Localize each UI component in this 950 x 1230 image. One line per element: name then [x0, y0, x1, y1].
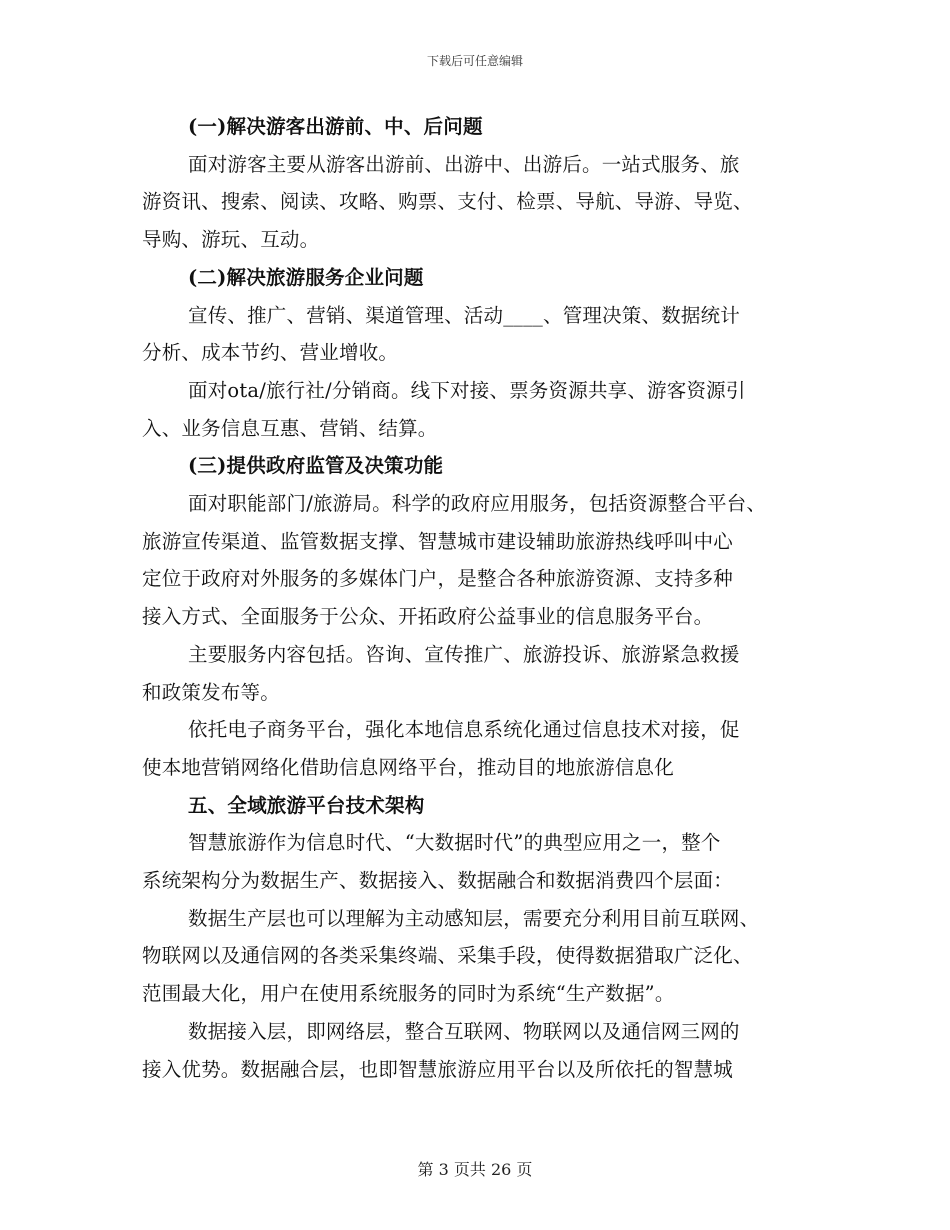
paragraph-first-line: 智慧旅游作为信息时代、“大数据时代”的典型应用之一，整个 — [188, 831, 721, 855]
paragraph-line: 范围最大化，用户在使用系统服务的同时为系统“生产数据”。 — [142, 982, 675, 1006]
paragraph-line: 游资讯、搜索、阅读、攻略、购票、支付、检票、导航、导游、导览、 — [142, 190, 753, 214]
section-heading: (二)解决旅游服务企业问题 — [188, 265, 424, 289]
paragraph-line: 接入优势。数据融合层，也即智慧旅游应用平台以及所依托的智慧城 — [142, 1057, 734, 1081]
paragraph-line: 使本地营销网络化借助信息网络平台，推动目的地旅游信息化 — [142, 755, 674, 779]
document-body — [142, 108, 810, 1088]
paragraph-line: 和政策发布等。 — [142, 680, 280, 704]
paragraph-line: 物联网以及通信网的各类采集终端、采集手段，使得数据猎取广泛化、 — [142, 944, 753, 968]
paragraph-first-line: 数据接入层，即网络层，整合互联网、物联网以及通信网三网的 — [188, 1019, 740, 1043]
section-heading: (三)提供政府监管及决策功能 — [188, 454, 444, 478]
paragraph-first-line: 主要服务内容包括。咨询、宣传推广、旅游投诉、旅游紧急救援 — [188, 642, 740, 666]
paragraph-line: 定位于政府对外服务的多媒体门户，是整合各种旅游资源、支持多种 — [142, 567, 734, 591]
paragraph-first-line: 宣传、推广、营销、渠道管理、活动____、管理决策、数据统计 — [188, 303, 741, 327]
page-footer: 第 3 页共 26 页 — [417, 1160, 533, 1179]
paragraph-line: 导购、游玩、互动。 — [142, 228, 320, 252]
paragraph-line: 旅游宣传渠道、监管数据支撑、智慧城市建设辅助旅游热线呼叫中心 — [142, 529, 734, 553]
section-heading: (一)解决游客出游前、中、后问题 — [188, 115, 483, 138]
paragraph-first-line: 依托电子商务平台，强化本地信息系统化通过信息技术对接，促 — [188, 718, 740, 742]
paragraph-line: 入、业务信息互惠、营销、结算。 — [142, 416, 438, 440]
paragraph-line: 分析、成本节约、营业增收。 — [142, 341, 399, 365]
paragraph-line: 接入方式、全面服务于公众、开拓政府公益事业的信息服务平台。 — [142, 605, 714, 629]
paragraph-line: 系统架构分为数据生产、数据接入、数据融合和数据消费四个层面： — [142, 869, 734, 893]
paragraph-first-line: 数据生产层也可以理解为主动感知层，需要充分利用目前互联网、 — [188, 906, 760, 930]
paragraph-first-line: 面对职能部门/旅游局。科学的政府应用服务，包括资源整合平台、 — [188, 492, 767, 516]
page-header: 下载后可任意编辑 — [426, 54, 523, 68]
paragraph-first-line: 面对ota/旅行社/分销商。线下对接、票务资源共享、游客资源引 — [188, 378, 746, 402]
section-heading: 五、全域旅游平台技术架构 — [188, 793, 425, 817]
paragraph-first-line: 面对游客主要从游客出游前、出游中、出游后。一站式服务、旅 — [188, 152, 740, 176]
